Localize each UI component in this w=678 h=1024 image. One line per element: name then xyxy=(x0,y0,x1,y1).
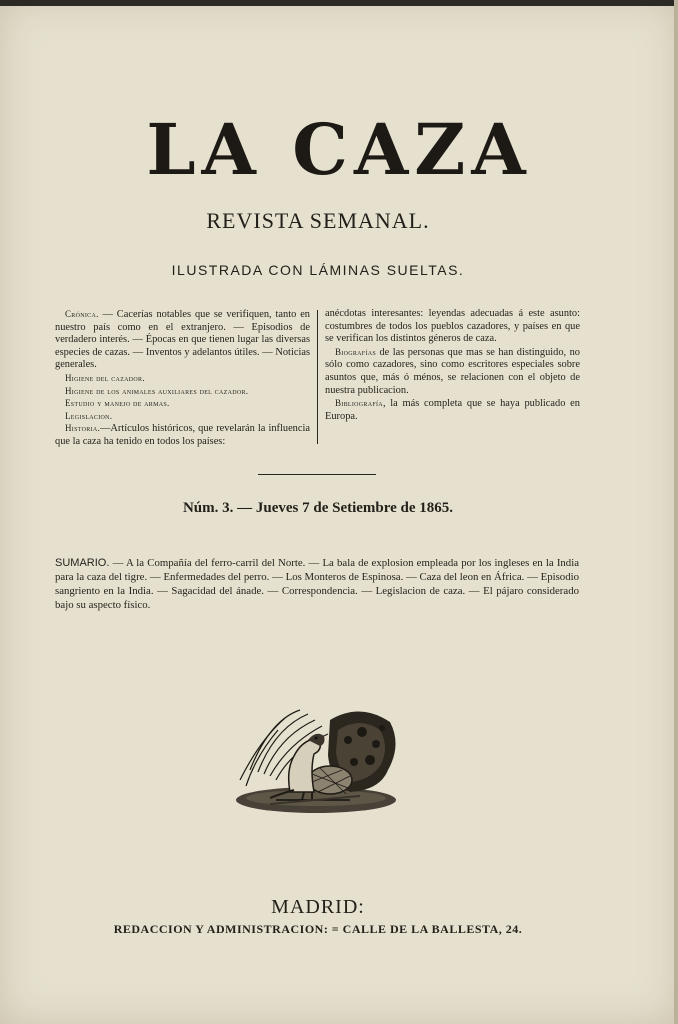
legislacion-entry: Legislacion. xyxy=(65,410,113,421)
biografias-entry xyxy=(325,346,580,397)
historia-text: —Artículos históricos, que revelarán la influencia que la caza ha tenido en todos los países: xyxy=(55,423,310,447)
biografias-label: Biografías xyxy=(335,346,377,357)
masthead-tagline: ILUSTRADA CON LÁMINAS SUELTAS. xyxy=(171,262,465,278)
estudio-entry: Estudio y manejo de armas. xyxy=(65,398,170,409)
masthead-subtitle: REVISTA SEMANAL. xyxy=(206,208,430,233)
cronica-label: Crónica. xyxy=(65,309,99,319)
bibliografia-text: , la más completa que se haya publicado en Europa. xyxy=(325,398,580,422)
historia-label: Historia. xyxy=(65,423,101,434)
section-rule xyxy=(258,474,376,475)
bibliografia-entry xyxy=(325,397,580,423)
historia-continuation: anécdotas interesantes: leyendas adecuadas á este asunto: costumbres de todos los pueblos cazadores, y países en que se verifican los distintos géneros de caza. xyxy=(325,308,580,345)
hunting-dog-engraving-icon xyxy=(230,700,402,818)
page-top-edge xyxy=(0,0,678,6)
publication-address: REDACCION Y ADMINISTRACION: = CALLE DE LA BALLESTA, 24. xyxy=(113,922,523,936)
sumario-block xyxy=(55,556,579,612)
historia-entry xyxy=(55,422,310,448)
contents-columns xyxy=(55,308,580,448)
contents-right-column xyxy=(325,308,580,423)
cronica-entry xyxy=(55,308,310,372)
cronica-text: — Cacerías notables que se verifiquen, tanto en nuestro país como en el extranjero. — Episodios de verdadero interés. — Épocas en que tienen lugar las diversas especies de cazas. — Inventos y adelantos útiles. — Noticias generales. xyxy=(55,309,310,371)
issue-line: Núm. 3. — Jueves 7 de Setiembre de 1865. xyxy=(182,500,454,516)
publication-city: MADRID: xyxy=(271,896,365,918)
sumario-text: — A la Compañía del ferro-carril del Norte. — La bala de explosion empleada por los ingleses en la India para la caza del tigre. — Enfermedades del perro. — Los Monteros de Espinosa. — Caza del leon en África. — Episodio sangriento en la India. — Sagacidad del ánade. — Correspondencia. — Legislacion de caza. — El pájaro considerado bajo su aspecto físico. xyxy=(55,557,579,611)
biografias-text: de las personas que mas se han distinguido, no sólo como cazadores, sino como escritores especiales sobre asuntos que, más ó ménos, se relacionen con el objeto de nuestra publicacion. xyxy=(325,346,580,396)
sumario-label: SUMARIO. xyxy=(55,557,110,569)
higiene-animales-entry: Higiene de los animales auxiliares del cazador. xyxy=(65,385,249,396)
higiene-cazador-entry: Higiene del cazador. xyxy=(65,372,145,383)
column-divider xyxy=(317,310,318,444)
bibliografia-label: Bibliografía xyxy=(335,398,383,409)
contents-left-column xyxy=(55,308,310,449)
masthead-title: LA CAZA xyxy=(146,108,532,191)
